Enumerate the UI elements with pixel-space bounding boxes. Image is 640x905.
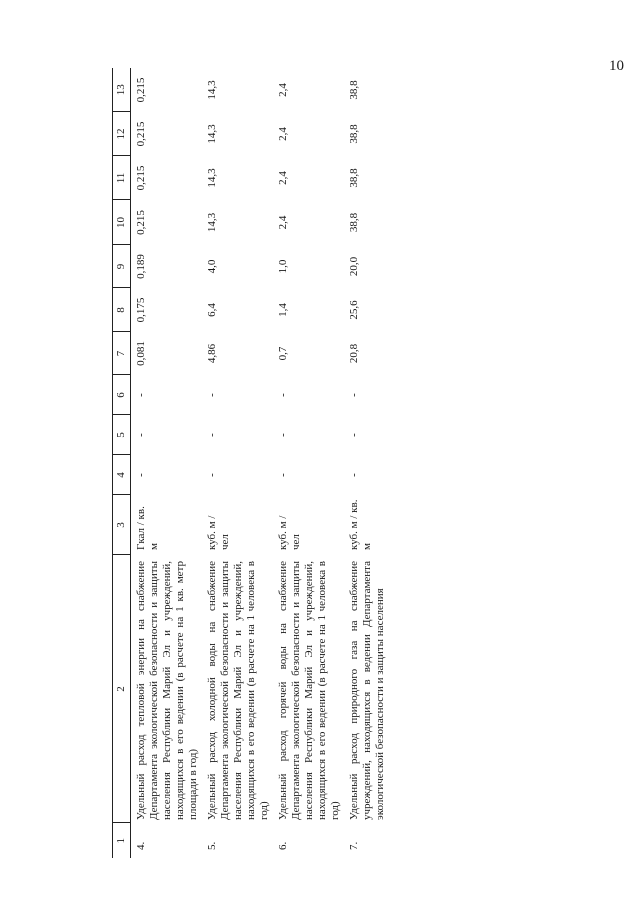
row-number: 5. bbox=[206, 841, 218, 850]
row-number: 6. bbox=[277, 841, 289, 850]
row-value: 38,8 bbox=[348, 124, 360, 144]
row-value: 4,0 bbox=[206, 259, 218, 274]
row-value: 0,189 bbox=[135, 254, 147, 279]
header-cell: 8 bbox=[113, 288, 131, 332]
rotated-table-container bbox=[112, 68, 632, 858]
row-description: Удельный расход холодной воды на снабжение Департамента экологической безопасности и защиты населения Республики Марий Эл и учреждений, находящихся в его ведении (в расчете на 1 человека в год) bbox=[206, 561, 270, 820]
row-value: - bbox=[206, 433, 218, 437]
row-value: 38,8 bbox=[348, 80, 360, 100]
table-header-row bbox=[113, 68, 131, 858]
row-value: 0,175 bbox=[135, 297, 147, 323]
row-value: 1,4 bbox=[277, 303, 289, 317]
header-cell: 5 bbox=[113, 415, 131, 455]
header-cell: 4 bbox=[113, 455, 131, 495]
row-value: 25,6 bbox=[348, 300, 360, 320]
row-unit: куб. м / чел bbox=[206, 515, 231, 550]
row-value: 20,0 bbox=[348, 256, 360, 277]
header-cell: 10 bbox=[113, 200, 131, 245]
header-cell: 2 bbox=[113, 555, 131, 823]
row-value: - bbox=[348, 433, 360, 437]
table-row bbox=[344, 68, 389, 858]
row-value: - bbox=[135, 393, 147, 397]
row-value: 2,4 bbox=[277, 83, 289, 97]
row-value: 20,8 bbox=[348, 343, 360, 364]
row-value: 0,081 bbox=[135, 341, 147, 366]
row-value: 2,4 bbox=[277, 127, 289, 141]
row-value: 0,215 bbox=[135, 77, 147, 103]
row-description: Удельный расход тепловой энергии на снабжение Департамента экологической безопасности и защиты населения Республики Марий Эл и учреждений, находящихся в его ведении (в расчете на 1 кв. метр площади в год) bbox=[135, 561, 199, 820]
row-value: - bbox=[348, 473, 360, 477]
header-cell: 7 bbox=[113, 332, 131, 375]
row-value: 14,3 bbox=[206, 212, 218, 233]
row-description: Удельный расход природного газа на снабжение учреждений, находящихся в ведении Департамента экологической безопасности и защиты населения bbox=[348, 561, 386, 820]
row-value: 14,3 bbox=[206, 124, 218, 144]
row-value: - bbox=[135, 433, 147, 437]
row-value: 38,8 bbox=[348, 212, 360, 233]
row-value: 0,215 bbox=[135, 210, 147, 235]
header-cell: 6 bbox=[113, 375, 131, 415]
row-unit: куб. м / чел bbox=[277, 515, 302, 550]
row-value: - bbox=[135, 473, 147, 477]
table-row bbox=[202, 68, 273, 858]
header-cell: 1 bbox=[113, 823, 131, 858]
energy-consumption-table bbox=[112, 68, 389, 858]
row-value: - bbox=[348, 393, 360, 397]
header-cell: 9 bbox=[113, 245, 131, 288]
header-cell: 11 bbox=[113, 156, 131, 200]
row-value: 0,215 bbox=[135, 121, 147, 147]
header-cell: 13 bbox=[113, 68, 131, 112]
row-value: 2,4 bbox=[277, 171, 289, 185]
row-value: - bbox=[277, 473, 289, 477]
row-value: - bbox=[206, 473, 218, 477]
row-unit: Гкал / кв. м bbox=[135, 506, 160, 550]
row-value: 14,3 bbox=[206, 168, 218, 188]
row-value: - bbox=[277, 433, 289, 437]
header-cell: 12 bbox=[113, 112, 131, 156]
row-number: 7. bbox=[348, 841, 360, 850]
page-number: 10 bbox=[609, 58, 624, 74]
row-value: - bbox=[206, 393, 218, 397]
row-description: Удельный расход горячей воды на снабжение Департамента экологической безопасности и защиты населения Республики Марий Эл и учреждений, находящихся в его ведении (в расчете на 1 человека в год) bbox=[277, 561, 341, 820]
row-value: 6,4 bbox=[206, 303, 218, 317]
row-value: 0,7 bbox=[277, 346, 289, 361]
row-value: 14,3 bbox=[206, 80, 218, 100]
table-row bbox=[131, 68, 203, 858]
row-value: 1,0 bbox=[277, 259, 289, 274]
row-value: 4,86 bbox=[206, 343, 218, 364]
table-row bbox=[273, 68, 344, 858]
row-value: - bbox=[277, 393, 289, 397]
row-value: 0,215 bbox=[135, 165, 147, 191]
row-unit: куб. м / кв. м bbox=[348, 499, 373, 550]
header-cell: 3 bbox=[113, 495, 131, 555]
row-value: 38,8 bbox=[348, 168, 360, 188]
row-value: 2,4 bbox=[277, 215, 289, 230]
row-number: 4. bbox=[135, 841, 147, 850]
